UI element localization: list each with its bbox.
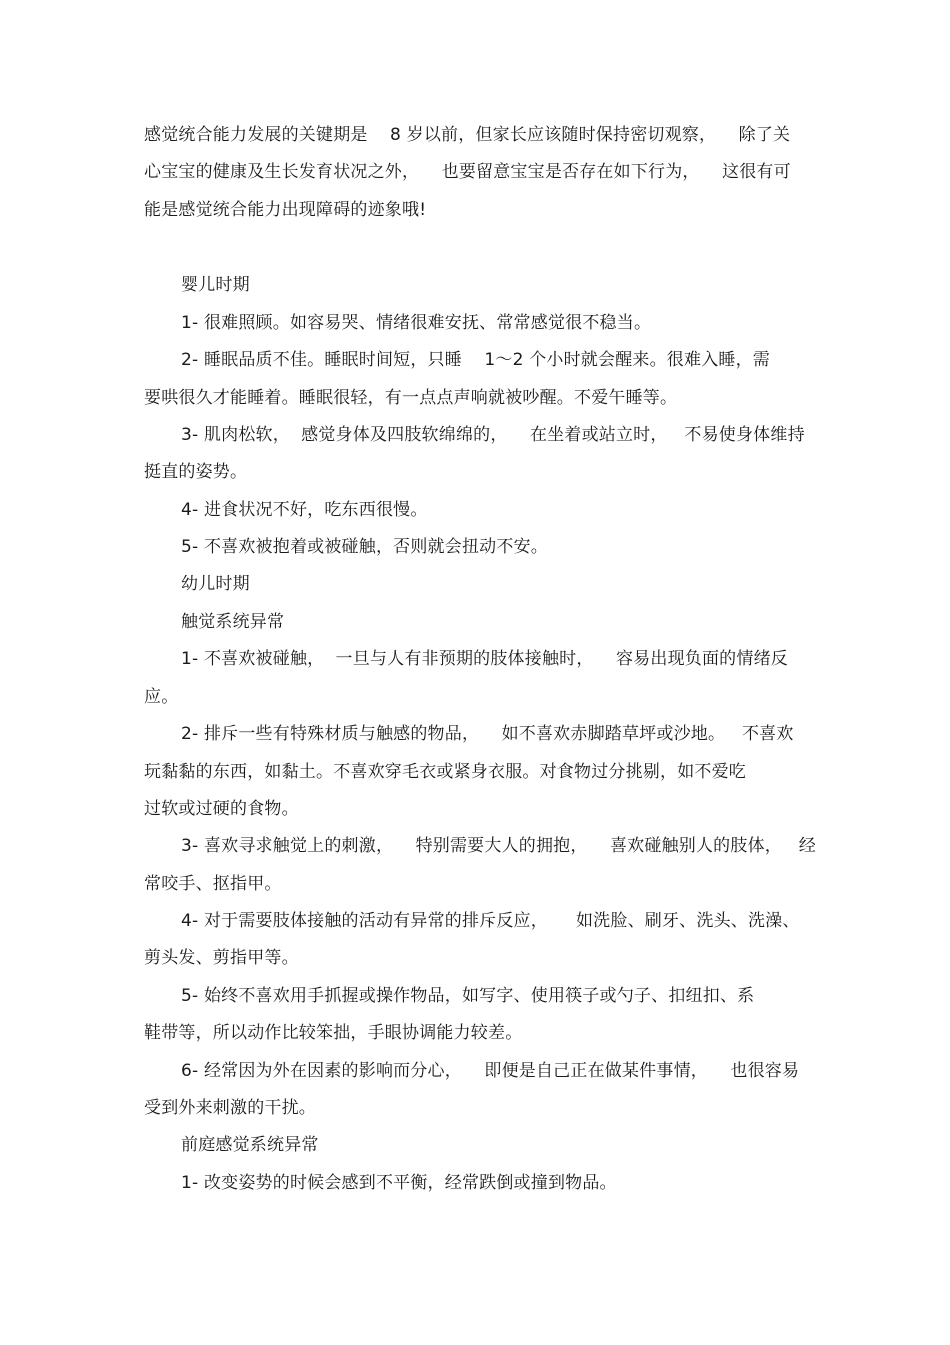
infant-item-2-cont: 要哄很久才能睡着。睡眠很轻，有一点点声响就被吵醒。不爱午睡等。 [144, 388, 678, 408]
infant-item-4: 4- 进食状况不好，吃东西很慢。 [181, 500, 428, 520]
tactile-item-6: 6- 经常因为外在因素的影响而分心， 即便是自己正在做某件事情， 也很容易 [181, 1061, 800, 1081]
tactile-item-2: 2- 排斥一些有特殊材质与触感的物品， 如不喜欢赤脚踏草坪或沙地。 不喜欢 [181, 724, 794, 744]
infant-item-1: 1- 很难照顾。如容易哭、情绪很难安抚、常常感觉很不稳当。 [181, 313, 652, 333]
tactile-item-4: 4- 对于需要肢体接触的活动有异常的排斥反应， 如洗脸、刷牙、洗头、洗澡、 [181, 911, 800, 931]
tactile-item-3: 3- 喜欢寻求触觉上的刺激， 特别需要大人的拥抱， 喜欢碰触别人的肢体， 经 [181, 836, 816, 856]
heading-tactile: 触觉系统异常 [181, 612, 285, 632]
infant-item-5: 5- 不喜欢被抱着或被碰触，否则就会扭动不安。 [181, 537, 548, 557]
tactile-item-2-cont: 玩黏黏的东西，如黏土。不喜欢穿毛衣或紧身衣服。对食物过分挑剔，如不爱吃 [144, 762, 746, 782]
intro-line-2: 心宝宝的健康及生长发育状况之外， 也要留意宝宝是否存在如下行为， 这很有可 [144, 162, 791, 182]
heading-vestibular: 前庭感觉系统异常 [181, 1135, 319, 1155]
tactile-item-1-cont: 应。 [144, 687, 179, 707]
intro-line-3: 能是感觉统合能力出现障碍的迹象哦! [144, 200, 427, 220]
tactile-item-4-cont: 剪头发、剪指甲等。 [144, 948, 299, 968]
tactile-item-1: 1- 不喜欢被碰触， 一旦与人有非预期的肢体接触时， 容易出现负面的情绪反 [181, 649, 788, 669]
tactile-item-5-cont: 鞋带等，所以动作比较笨拙，手眼协调能力较差。 [144, 1023, 523, 1043]
tactile-item-6-cont: 受到外来刺激的干扰。 [144, 1098, 316, 1118]
infant-item-3-cont: 挺直的姿势。 [144, 462, 248, 482]
heading-toddler: 幼儿时期 [181, 574, 250, 594]
infant-item-2: 2- 睡眠品质不佳。睡眠时间短，只睡 1～2 个小时就会醒来。很难入睡，需 [181, 350, 771, 370]
intro-line-1: 感觉统合能力发展的关键期是 8 岁以前，但家长应该随时保持密切观察， 除了关 [144, 125, 791, 145]
heading-infant: 婴儿时期 [181, 275, 250, 295]
vestibular-item-1: 1- 改变姿势的时候会感到不平衡，经常跌倒或撞到物品。 [181, 1173, 617, 1193]
tactile-item-2-cont2: 过软或过硬的食物。 [144, 799, 299, 819]
tactile-item-3-cont: 常咬手、抠指甲。 [144, 874, 282, 894]
tactile-item-5: 5- 始终不喜欢用手抓握或操作物品，如写字、使用筷子或勺子、扣纽扣、系 [181, 986, 755, 1006]
infant-item-3: 3- 肌肉松软， 感觉身体及四肢软绵绵的， 在坐着或站立时， 不易使身体维持 [181, 425, 805, 445]
